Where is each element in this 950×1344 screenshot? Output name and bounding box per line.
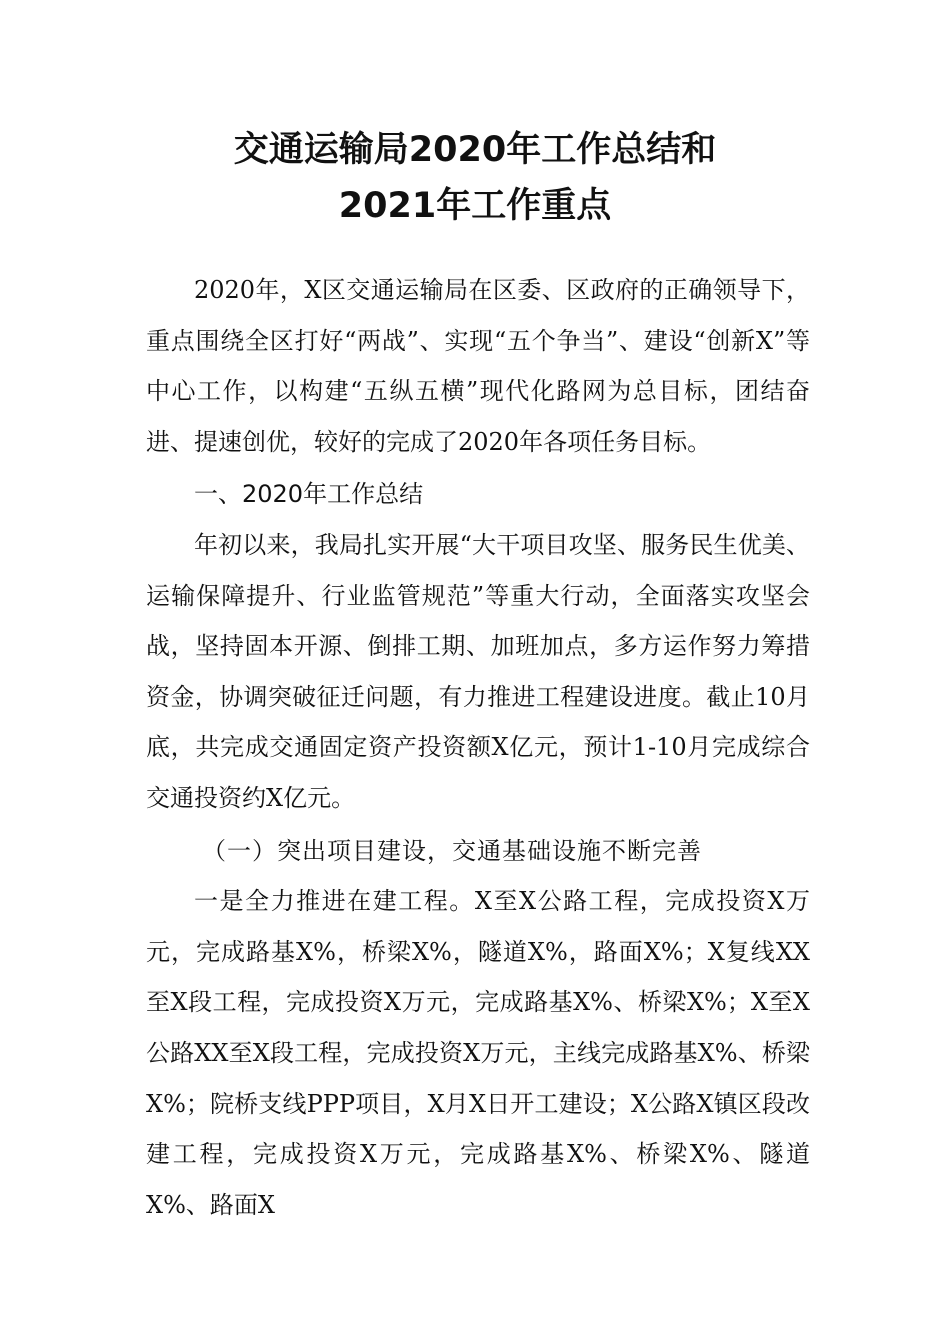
title-line-1: 交通运输局2020年工作总结和 (233, 130, 717, 170)
subsection-heading: （一）突出项目建设，交通基础设施不断完善 (202, 836, 702, 865)
subsection-paragraph: 一是全力推进在建工程。X至X公路工程，完成投资X万元，完成路基X%，桥梁X%，隧道X%，路面X%；X复线XX至X段工程，完成投资X万元，完成路基X%、桥梁X%；X至X公路XX至X段工程，完成投资X万元，主线完成路基X%、桥梁X%；院桥支线PPP项目，X月X日开工建设；X公路X镇区段改建工程，完成投资X万元，完成路基X%、桥梁X%、隧道X%、路面X (146, 887, 810, 1219)
title-line-2: 2021年工作重点 (338, 186, 612, 226)
document-body (146, 265, 810, 1230)
section-paragraph: 年初以来，我局扎实开展“大干项目攻坚、服务民生优美、运输保障提升、行业监管规范”等重大行动，全面落实攻坚会战，坚持固本开源、倒排工期、加班加点，多方运作努力筹措资金，协调突破征迁问题，有力推进工程建设进度。截止10月底，共完成交通固定资产投资额X亿元，预计1-10月完成综合交通投资约X亿元。 (146, 530, 810, 812)
document-title (0, 122, 950, 234)
intro-paragraph: 2020年，X区交通运输局在区委、区政府的正确领导下，重点围绕全区打好“两战”、实现“五个争当”、建设“创新X”等中心工作，以构建“五纵五横”现代化路网为总目标，团结奋进、提速创优，较好的完成了2020年各项任务目标。 (146, 276, 810, 456)
section-heading: 一、2020年工作总结 (194, 480, 424, 509)
